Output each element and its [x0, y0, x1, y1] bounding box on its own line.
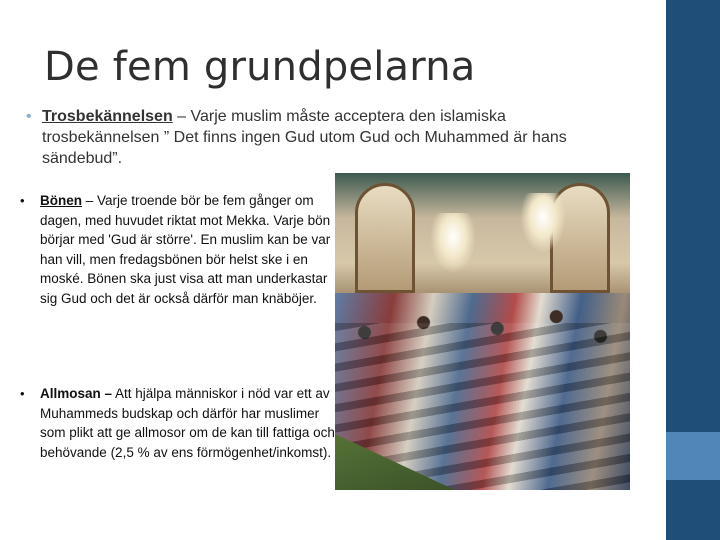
bullet-keyword: Trosbekännelsen [42, 108, 173, 125]
bullet-marker: • [20, 193, 25, 208]
bullet-body: Att hjälpa människor i nöd var ett av Muhammeds budskap och därför har muslimer som plikt att ge allmosor om de kan till fattiga och behövande (2,5 % av ens förmögenhet/inkomst). [40, 386, 335, 460]
bullet-body: – Varje troende bör be fem gånger om dagen, med huvudet riktat mot Mekka. Varje bön börjar med 'Gud är större'. En muslim kan be var han vill, men fredagsbönen bör helst ske i en moské. Bönen ska just visa att man underkastar sig Gud och det är också därför man knäböjer. [40, 193, 331, 306]
bullet-marker: • [26, 108, 32, 125]
prayer-photo [335, 173, 630, 490]
sidebar-accent-block [666, 432, 720, 480]
bullet-allmosan [20, 384, 338, 462]
bullet-body: – Varje muslim måste acceptera den islamiska trosbekännelsen ” Det finns ingen Gud utom Gud och Muhammed är hans sändebud”. [42, 108, 567, 167]
bullet-keyword: Bönen [40, 193, 82, 208]
bullet-bonen [20, 191, 338, 308]
bullet-text [26, 106, 626, 169]
chandelier-icon [520, 193, 566, 253]
bullet-keyword: Allmosan – [40, 386, 113, 401]
bullet-text [20, 191, 338, 308]
chandelier-icon [430, 213, 476, 273]
slide-title: De fem grundpelarna [44, 44, 476, 90]
arch [355, 183, 415, 293]
bullet-text [20, 384, 338, 462]
bullet-marker: • [20, 386, 25, 401]
bullet-trosbekannelsen [26, 106, 626, 169]
